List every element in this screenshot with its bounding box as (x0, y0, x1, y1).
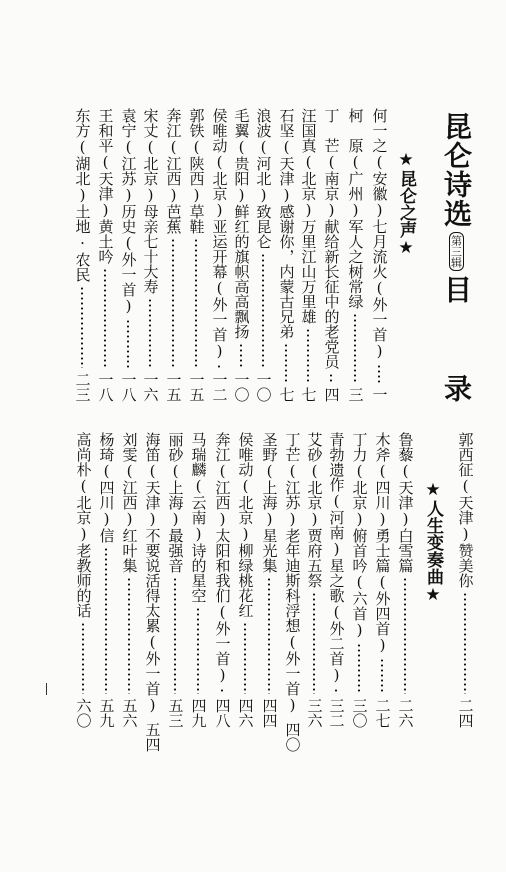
entry-title: 鲁藜(天津)白雪篇 (396, 432, 415, 573)
page-number: 三二 (327, 698, 346, 728)
entry-title: 丁芒(江苏)老年迪斯科浮想(外一首) (283, 432, 302, 714)
entry-title: 丁力(北京)俯首吟(六首) (350, 432, 369, 639)
toc-entry[interactable] (210, 108, 228, 402)
leader-dots (141, 298, 159, 368)
title-lu: 录 (440, 374, 473, 403)
page-number: 四四 (260, 698, 279, 728)
entry-title: 汪国真(北京)万里江山万里雄 (299, 108, 318, 324)
entry-title: 袁宁(江苏)历史(外一首) (119, 108, 138, 315)
page-number: 七 (277, 387, 296, 402)
page-number: 七 (299, 387, 318, 402)
entry-title: 毛翼(贵阳)鲜红的旗帜高高飘扬 (232, 108, 251, 339)
leader-dots (305, 592, 323, 694)
leader-dots (456, 592, 474, 694)
leader-dots (236, 622, 254, 694)
page-number: 四 (322, 387, 341, 402)
entry-title: 郭西征(天津)赞美你 (456, 432, 475, 588)
toc-entry[interactable] (350, 432, 368, 728)
page-number: 四〇 (283, 722, 302, 752)
page-number: 五六 (120, 698, 139, 728)
toc-entry[interactable] (370, 108, 388, 402)
page-number: 二三 (73, 372, 92, 402)
leader-dots (97, 547, 115, 694)
entry-title: 圣野(上海)星光集 (260, 432, 279, 573)
margin-mark (46, 683, 47, 695)
toc-entry[interactable] (260, 432, 278, 728)
entry-title: 丽砂(上海)最强音 (166, 432, 185, 573)
toc-entry[interactable] (277, 108, 295, 402)
page-number: 四六 (236, 698, 255, 728)
page-number: 三〇 (350, 698, 369, 728)
toc-entry[interactable] (73, 108, 91, 402)
page-number: 五三 (166, 698, 185, 728)
leader-dots (74, 622, 92, 694)
leader-dots (164, 238, 182, 368)
toc-entry[interactable] (322, 108, 340, 402)
entry-title: 青勃遗作(河南)星之歌(外二首) (327, 432, 346, 684)
toc-entry[interactable] (119, 108, 137, 402)
toc-entry[interactable] (232, 108, 250, 402)
entry-title: 东方(湖北)土地·农民 (73, 108, 92, 282)
entry-title: 侯唯动(北京)亚运开幕(外一首) (210, 108, 229, 360)
page-number: 六〇 (74, 698, 93, 728)
entry-title: 海笛(天津)不要说活得太累(外一首) (143, 432, 162, 714)
leader-dots (166, 577, 184, 694)
page-number: 四九 (189, 698, 208, 728)
toc-entry[interactable] (97, 432, 115, 728)
leader-dots (254, 253, 272, 368)
entry-title: 奔江(江西)芭蕉 (164, 108, 183, 234)
toc-entry[interactable] (299, 108, 317, 402)
toc-entry[interactable] (189, 432, 207, 728)
entry-title: 高尚朴(北京)老教师的话 (74, 432, 93, 618)
leader-dots (346, 313, 364, 383)
leader-dots (119, 319, 137, 368)
leader-dots (213, 688, 231, 694)
page-number: 五九 (97, 698, 116, 728)
leader-dots (350, 643, 368, 694)
toc-title (436, 112, 476, 403)
toc-entry[interactable] (305, 432, 323, 728)
page-number: 二四 (456, 698, 475, 728)
leader-dots (299, 328, 317, 383)
entry-title: 刘雯(江西)红叶集 (120, 432, 139, 573)
entry-title: 石坚(天津)感谢你，内蒙古兄弟 (277, 108, 296, 339)
page-number: 一二 (210, 372, 229, 402)
leader-dots (96, 268, 114, 368)
toc-entry[interactable] (96, 108, 114, 402)
entry-title: 郭铁(陕西)草鞋 (187, 108, 206, 234)
toc-entry[interactable] (213, 432, 231, 728)
entry-title: 奔江(江西)太阳和我们(外一首) (213, 432, 232, 684)
entry-title: 丁 芒(南京)献给新长征中的老党员 (322, 108, 341, 369)
leader-dots (189, 607, 207, 694)
toc-entry[interactable] (74, 432, 92, 728)
page-number: 三 (346, 387, 365, 402)
page-number: 一〇 (254, 372, 273, 402)
toc-entry[interactable] (396, 432, 414, 728)
toc-entry[interactable] (141, 108, 159, 402)
entry-title: 浪波(河北)致昆仑 (254, 108, 273, 249)
entry-title: 何一之(安徽)七月流火(外一首) (370, 108, 389, 360)
page-number: 一 (370, 387, 389, 402)
toc-entry[interactable] (143, 432, 162, 752)
toc-entry[interactable] (327, 432, 345, 728)
page-number: 一〇 (232, 372, 251, 402)
leader-dots (73, 286, 91, 368)
toc-entry[interactable] (166, 432, 184, 728)
toc-entry[interactable] (120, 432, 138, 728)
entry-title: 杨琦(四川)信 (97, 432, 116, 543)
entry-title: 王和平(天津)黄土吟 (96, 108, 115, 264)
leader-dots (210, 364, 228, 368)
entry-title: 艾砂(北京)贾府五祭 (305, 432, 324, 588)
leader-dots (260, 577, 278, 694)
book-title: 昆仑诗选 (440, 112, 473, 228)
toc-entry[interactable] (236, 432, 254, 728)
toc-entry[interactable] (456, 432, 474, 728)
section-heading-kunlun: ★昆仑之声★ (396, 150, 416, 258)
leader-dots (322, 373, 340, 383)
page-number: 二六 (396, 698, 415, 728)
section-heading-rensheng: ★人生变奏曲★ (423, 480, 443, 605)
toc-entry[interactable] (346, 108, 364, 402)
page-number: 一五 (187, 372, 206, 402)
page-number: 一六 (141, 372, 160, 402)
leader-dots (396, 577, 414, 694)
entry-title: 宋丈(北京)母亲七十大寿 (141, 108, 160, 294)
leader-dots (232, 343, 250, 368)
entry-title: 马瑞麟(云南)诗的星空 (189, 432, 208, 603)
toc-entry[interactable] (373, 432, 391, 728)
leader-dots (187, 238, 205, 368)
leader-dots (370, 364, 388, 383)
toc-entry[interactable] (187, 108, 205, 402)
toc-entry[interactable] (164, 108, 182, 402)
entry-title: 木斧(四川)勇士篇(外四首) (373, 432, 392, 654)
toc-entry[interactable] (254, 108, 272, 402)
leader-dots (327, 688, 345, 694)
leader-dots (277, 343, 295, 383)
page-number: 四八 (213, 698, 232, 728)
page-number: 五四 (143, 722, 162, 752)
entry-title: 柯 原(广州)军人之树常绿 (346, 108, 365, 309)
page-number: 一八 (119, 372, 138, 402)
page-number: 三六 (305, 698, 324, 728)
page-number: 一五 (164, 372, 183, 402)
leader-dots (120, 577, 138, 694)
toc-entry[interactable] (283, 432, 302, 752)
page-number: 二七 (373, 698, 392, 728)
volume-label: 第三辑 (449, 232, 464, 271)
entry-title: 侯唯动(北京)柳绿桃花红 (236, 432, 255, 618)
leader-dots (373, 658, 391, 694)
title-mu: 目 (440, 275, 473, 304)
page-number: 一八 (96, 372, 115, 402)
